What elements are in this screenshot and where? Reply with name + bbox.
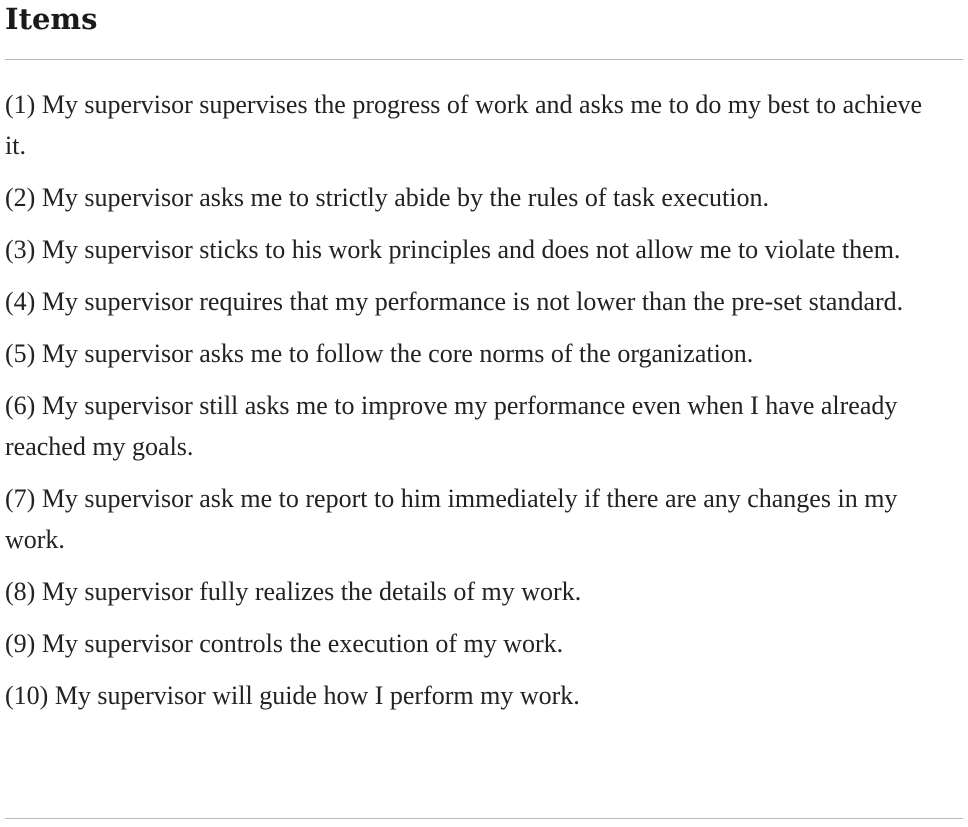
table-row-2: (2) My supervisor asks me to strictly abide by the rules of task execution. <box>5 183 769 212</box>
table-body <box>5 60 963 716</box>
table-row-7: (7) My supervisor ask me to report to him immediately if there are any changes in my work. <box>5 484 898 554</box>
table-row-5: (5) My supervisor asks me to follow the core norms of the organization. <box>5 339 754 368</box>
table-bottom-rule <box>5 818 963 819</box>
table-header <box>5 0 963 60</box>
table-row-10: (10) My supervisor will guide how I perform my work. <box>5 681 580 710</box>
table-row-4: (4) My supervisor requires that my performance is not lower than the pre-set standard. <box>5 287 904 316</box>
column-header-items: Items <box>5 2 98 36</box>
table-row-6: (6) My supervisor still asks me to improve my performance even when I have already reached my goals. <box>5 391 898 461</box>
table-row-3: (3) My supervisor sticks to his work principles and does not allow me to violate them. <box>5 235 901 264</box>
items-table <box>5 0 963 716</box>
table-row-9: (9) My supervisor controls the execution of my work. <box>5 629 564 658</box>
table-row-1: (1) My supervisor supervises the progress of work and asks me to do my best to achieve it. <box>5 90 923 160</box>
table-row-8: (8) My supervisor fully realizes the details of my work. <box>5 577 582 606</box>
